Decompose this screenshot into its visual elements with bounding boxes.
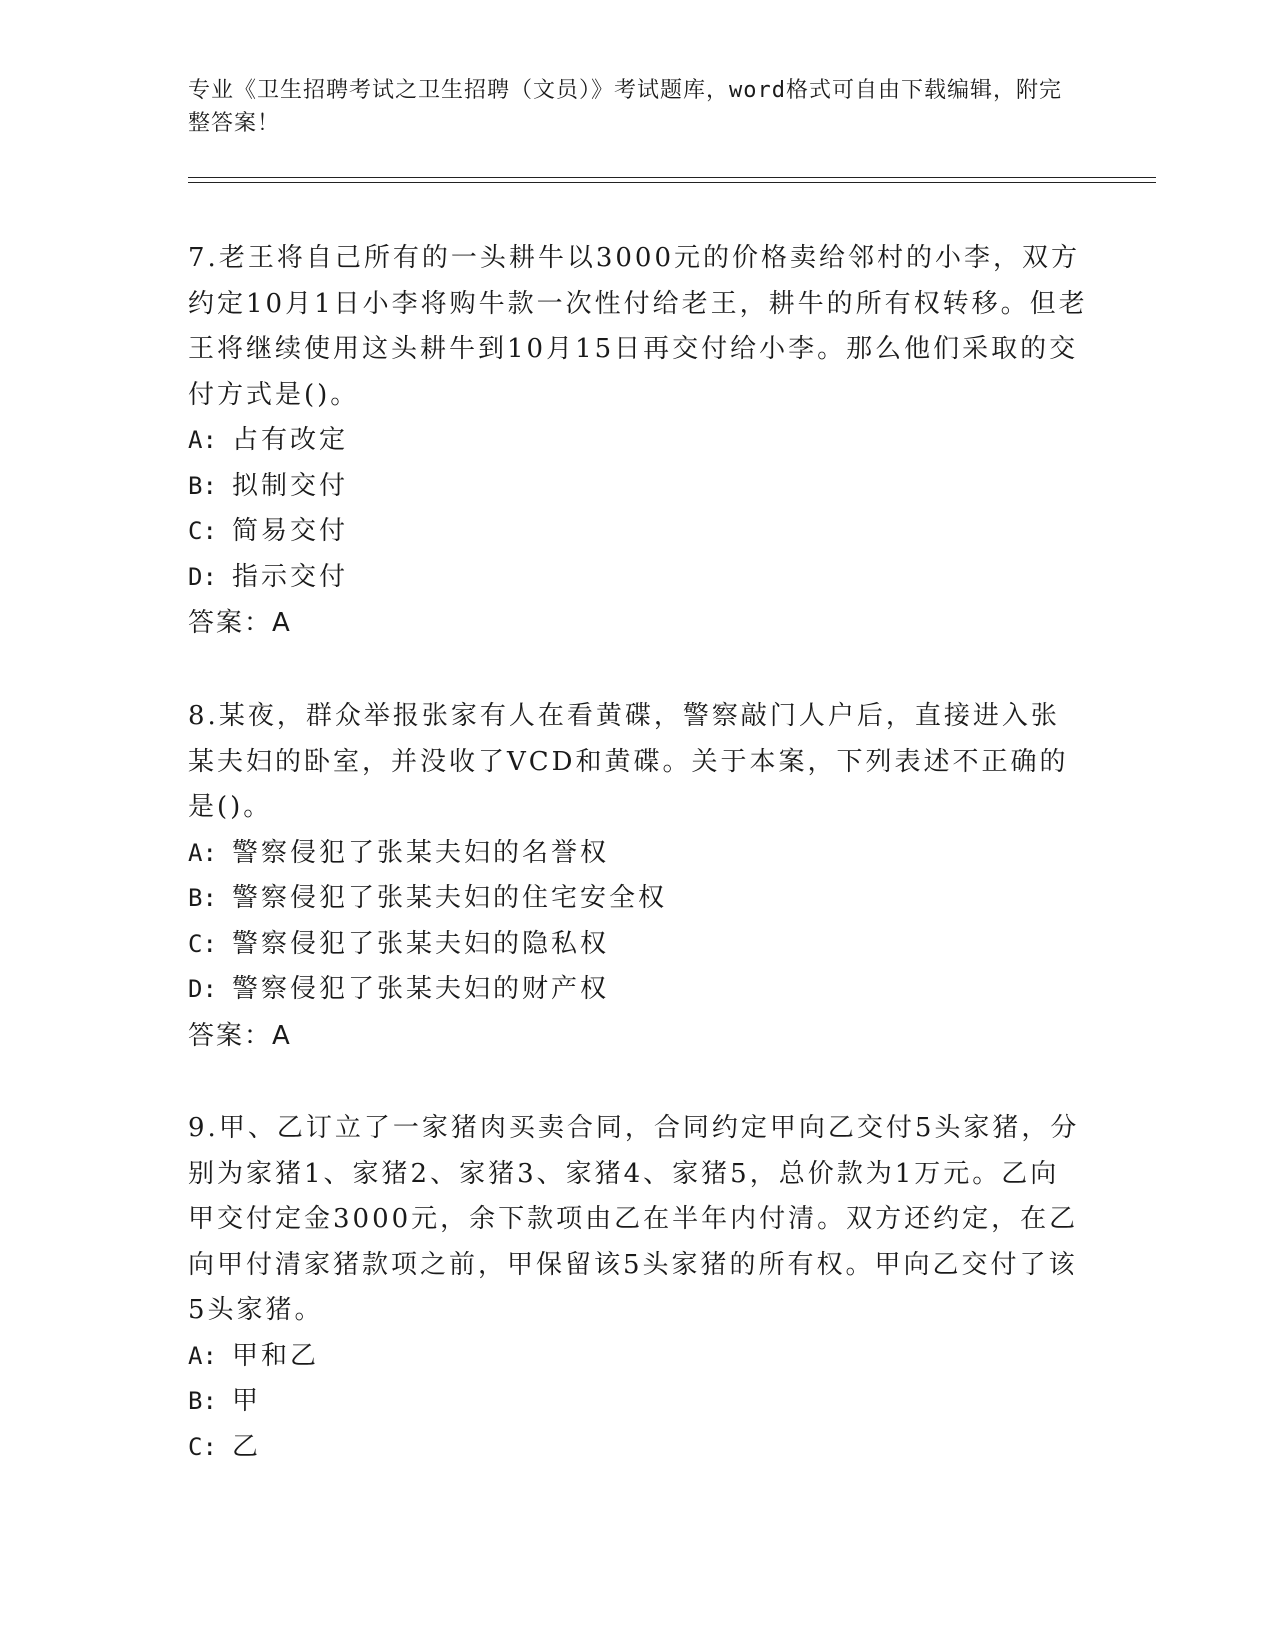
answer-line: 答案：A: [188, 608, 292, 638]
option-c: [188, 509, 1088, 555]
option-text: 拟制交付: [232, 470, 349, 501]
option-key: C:: [188, 517, 217, 545]
option-text: 乙: [232, 1431, 262, 1462]
header-divider-bottom: [188, 182, 1156, 183]
question-text: 甲、乙订立了一家猪肉买卖合同，合同约定甲向乙交付5头家猪，分别为家猪1、家猪2、家猪3、家猪4、家猪5，总价款为1万元。乙向甲交付定金3000元，余下款项由乙在半年内付清。双方还约定，在乙向甲付清家猪款项之前，甲保留该5头家猪的所有权。甲向乙交付了该5头家猪。: [188, 1113, 1080, 1325]
answer-line: 答案：A: [188, 1020, 292, 1051]
option-a: [188, 418, 1088, 464]
question-stem: [188, 1106, 1088, 1334]
question-number: 8.: [188, 701, 219, 731]
option-text: 甲和乙: [232, 1340, 320, 1371]
question-text: 某夜，群众举报张家有人在看黄碟，警察敲门人户后，直接进入张某夫妇的卧室，并没收了VCD和黄碟。关于本案，下列表述不正确的是()。: [188, 701, 1069, 822]
option-key: C:: [188, 1432, 217, 1461]
option-key: A:: [188, 426, 217, 454]
question-7: [188, 236, 1088, 646]
option-c: [188, 922, 1088, 968]
document-header: [188, 74, 1068, 140]
header-divider-top: [188, 177, 1156, 178]
option-b: [188, 1379, 1088, 1425]
option-d: [188, 555, 1088, 601]
option-text: 甲: [232, 1386, 262, 1416]
option-a: [188, 831, 1088, 877]
option-key: A:: [188, 1341, 217, 1370]
option-text: 警察侵犯了张某夫妇的名誉权: [232, 837, 610, 868]
header-text: 专业《卫生招聘考试之卫生招聘（文员）》考试题库，word格式可自由下载编辑，附完整答案！: [188, 78, 1062, 136]
question-stem: [188, 236, 1088, 418]
question-9: [188, 1106, 1088, 1470]
option-key: D:: [188, 562, 217, 591]
option-b: [188, 876, 1088, 922]
option-key: B:: [188, 884, 217, 912]
option-text: 警察侵犯了张某夫妇的住宅安全权: [232, 883, 668, 913]
option-text: 警察侵犯了张某夫妇的财产权: [232, 974, 610, 1004]
option-d: [188, 967, 1088, 1013]
option-text: 简易交付: [232, 516, 349, 546]
question-text: 老王将自己所有的一头耕牛以3000元的价格卖给邻村的小李，双方约定10月1日小李将购牛款一次性付给老王，耕牛的所有权转移。但老王将继续使用这头耕牛到10月15日再交付给小李。那么他们采取的交付方式是()。: [188, 243, 1088, 410]
option-key: B:: [188, 1387, 217, 1415]
option-key: A:: [188, 838, 217, 867]
option-key: D:: [188, 975, 217, 1003]
question-stem: [188, 694, 1088, 831]
option-key: B:: [188, 471, 217, 500]
option-text: 指示交付: [232, 561, 349, 592]
question-8: [188, 694, 1088, 1059]
question-number: 7.: [188, 243, 219, 273]
option-text: 警察侵犯了张某夫妇的隐私权: [232, 928, 610, 959]
option-b: [188, 464, 1088, 510]
option-c: [188, 1425, 1088, 1471]
option-text: 占有改定: [232, 425, 349, 455]
option-key: C:: [188, 929, 217, 958]
question-number: 9.: [188, 1113, 219, 1143]
option-a: [188, 1334, 1088, 1380]
